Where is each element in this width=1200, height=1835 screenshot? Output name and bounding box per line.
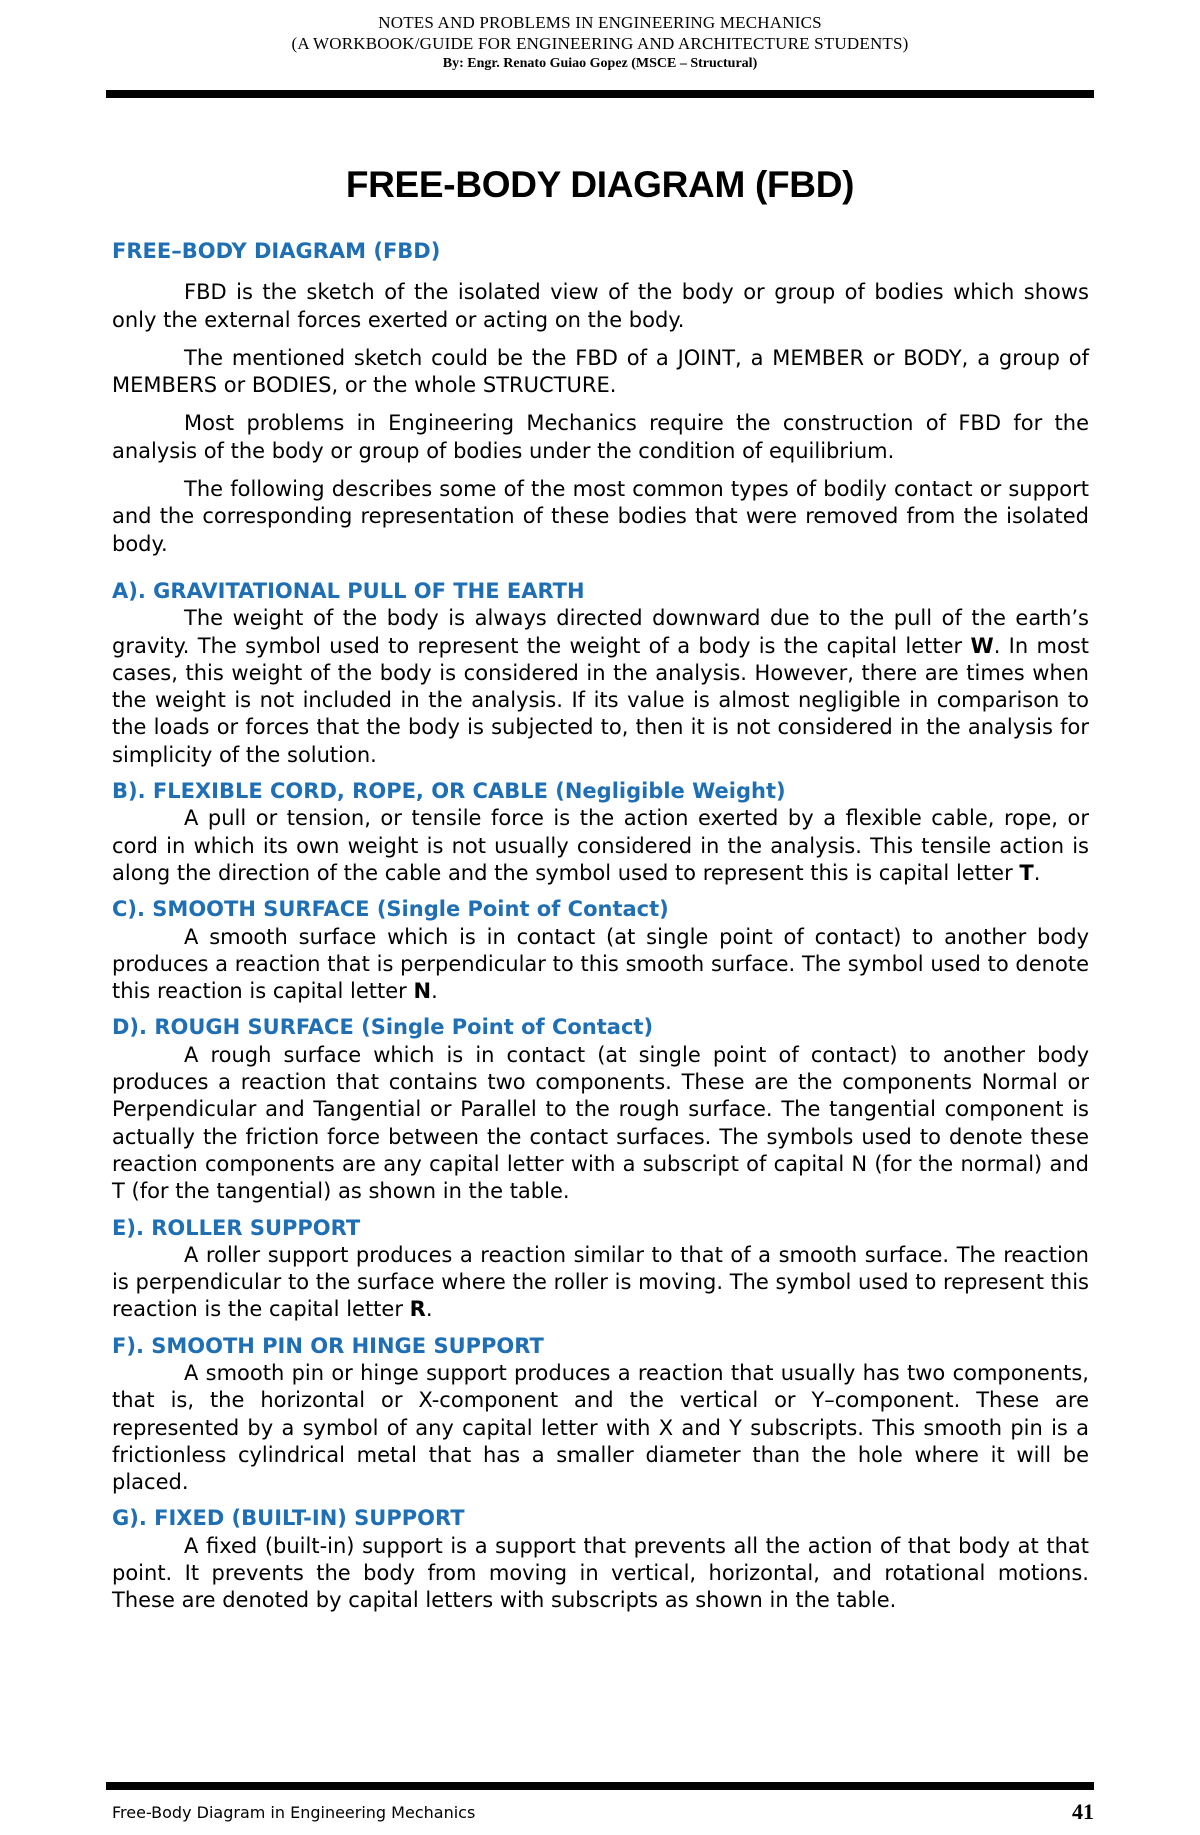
section-paragraph: A roller support produces a reaction similar to that of a smooth surface. The reaction is perpendicular to the surface where the roller is moving. The symbol used to represent this reaction is the capital letter R. bbox=[112, 1242, 1089, 1322]
symbol-normal: N bbox=[413, 979, 432, 1004]
intro-heading: FREE–BODY DIAGRAM (FBD) bbox=[112, 239, 441, 263]
section-roller-support bbox=[112, 1215, 1089, 1324]
header-rule bbox=[106, 90, 1094, 98]
section-heading: A). GRAVITATIONAL PULL OF THE EARTH bbox=[112, 578, 585, 603]
header-subtitle: (A WORKBOOK/GUIDE FOR ENGINEERING AND ARCHITECTURE STUDENTS) bbox=[291, 34, 909, 53]
section-heading: C). SMOOTH SURFACE (Single Point of Contact) bbox=[112, 897, 669, 922]
section-fixed-support bbox=[112, 1505, 1089, 1614]
section-heading: G). FIXED (BUILT-IN) SUPPORT bbox=[112, 1506, 465, 1531]
intro-paragraph-3: Most problems in Engineering Mechanics require the construction of FBD for the analysis of the body or group of bodies under the condition of equilibrium. bbox=[112, 411, 1089, 463]
section-smooth-surface bbox=[112, 896, 1089, 1005]
intro-paragraph-4: The following describes some of the most common types of bodily contact or support and the corresponding representation of these bodies that were removed from the isolated body. bbox=[112, 477, 1089, 556]
section-gravitational-pull bbox=[112, 578, 1089, 769]
running-header bbox=[0, 12, 1200, 74]
section-heading: B). FLEXIBLE CORD, ROPE, OR CABLE (Negligible Weight) bbox=[112, 779, 786, 804]
page-title: FREE-BODY DIAGRAM (FBD) bbox=[345, 164, 855, 205]
page-number: 41 bbox=[1072, 1799, 1094, 1824]
header-book-title: NOTES AND PROBLEMS IN ENGINEERING MECHANICS bbox=[378, 13, 822, 32]
symbol-weight: W bbox=[970, 633, 994, 658]
running-footer bbox=[112, 1799, 1094, 1824]
symbol-reaction: R bbox=[409, 1297, 426, 1322]
section-paragraph: A smooth pin or hinge support produces a reaction that usually has two components, that is, the horizontal or X-component and the vertical or Y–component. These are represented by a symbol of any capital letter with X and Y subscripts. This smooth pin is a frictionless cylindrical metal that has a smaller diameter than the hole where it will be placed. bbox=[112, 1360, 1089, 1495]
section-paragraph: A pull or tension, or tensile force is the action exerted by a flexible cable, rope, or cord in which its own weight is not usually considered in the analysis. This tensile action is along the direction of the cable and the symbol used to represent this is capital letter T. bbox=[112, 806, 1089, 885]
section-heading: D). ROUGH SURFACE (Single Point of Contact) bbox=[112, 1015, 654, 1040]
section-flexible-cable bbox=[112, 778, 1089, 887]
section-paragraph: A rough surface which is in contact (at single point of contact) to another body produces a reaction that contains two components. These are the components Normal or Perpendicular and Tangential or Parallel to the rough surface. The tangential component is actually the friction force between the contact surfaces. The symbols used to denote these reaction components are any capital letter with a subscript of capital N (for the normal) and T (for the tangential) as shown in the table. bbox=[112, 1042, 1089, 1204]
section-heading: E). ROLLER SUPPORT bbox=[112, 1215, 361, 1240]
section-paragraph: A smooth surface which is in contact (at single point of contact) to another body produces a reaction that is perpendicular to this smooth surface. The symbol used to denote this reaction is capital letter N. bbox=[112, 924, 1089, 1004]
intro-paragraph-1: FBD is the sketch of the isolated view of the body or group of bodies which shows only the external forces exerted or acting on the body. bbox=[112, 280, 1089, 332]
symbol-tension: T bbox=[1019, 860, 1034, 885]
section-pin-support bbox=[112, 1333, 1089, 1497]
body-content bbox=[112, 238, 1089, 1624]
footer-text: Free-Body Diagram in Engineering Mechanics bbox=[112, 1803, 476, 1822]
section-paragraph: A fixed (built-in) support is a support that prevents all the action of that body at that point. It prevents the body from moving in vertical, horizontal, and rotational motions. These are denoted by capital letters with subscripts as shown in the table. bbox=[112, 1533, 1089, 1613]
section-rough-surface bbox=[112, 1014, 1089, 1205]
footer-rule bbox=[106, 1782, 1094, 1790]
section-heading: F). SMOOTH PIN OR HINGE SUPPORT bbox=[112, 1333, 544, 1358]
section-paragraph: The weight of the body is always directed downward due to the pull of the earth’s gravity. The symbol used to represent the weight of a body is the capital letter W. In most cases, this weight of the body is considered in the analysis. However, there are times when the weight is not included in the analysis. If its value is almost negligible in comparison to the loads or forces that the body is subjected to, then it is not considered in the analysis for simplicity of the solution. bbox=[112, 606, 1089, 767]
header-author: By: Engr. Renato Guiao Gopez (MSCE – Structural) bbox=[442, 56, 758, 71]
intro-paragraph-2: The mentioned sketch could be the FBD of a JOINT, a MEMBER or BODY, a group of MEMBERS or BODIES, or the whole STRUCTURE. bbox=[112, 345, 1089, 398]
